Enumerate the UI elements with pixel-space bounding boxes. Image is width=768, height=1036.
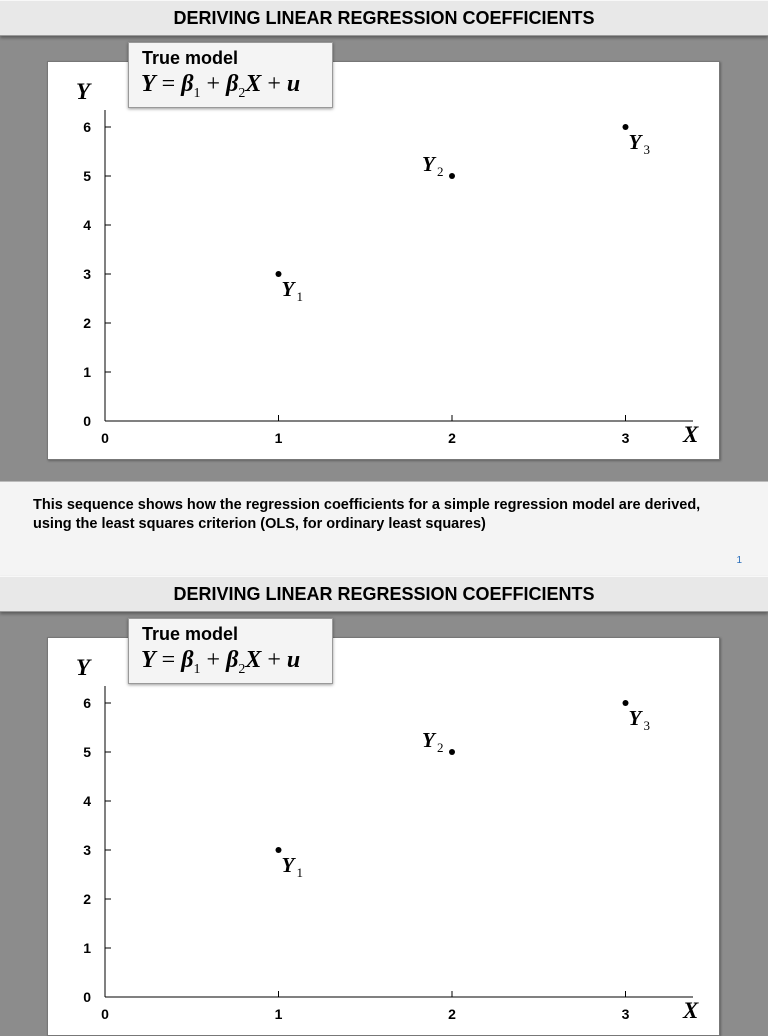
y-tick-label: 5	[83, 744, 91, 760]
x-tick-label: 0	[101, 430, 109, 446]
y-tick-label: 1	[83, 364, 91, 380]
caption-text: This sequence shows how the regression coefficients for a simple regression model are derived, using the least squares criterion (OLS, for ordinary least squares)	[33, 497, 701, 532]
point-label-3: Y	[628, 706, 642, 730]
y-tick-label: 2	[83, 891, 91, 907]
model-equation: $Y = \beta_1 + \beta_2X + u$	[141, 647, 301, 677]
point-label-sub-2: 2	[437, 740, 444, 755]
data-point-2	[449, 749, 455, 755]
y-axis-label: Y	[76, 655, 91, 680]
eq-u: u	[286, 71, 301, 97]
y-tick-label: 5	[83, 168, 91, 184]
slide-2-model-box	[128, 618, 333, 684]
point-label-1: Y	[281, 853, 295, 877]
eq-beta1-sub: 1	[193, 85, 201, 101]
y-tick-label: 0	[83, 989, 91, 1005]
point-label-2: Y	[422, 152, 435, 176]
y-axis-label: Y	[76, 79, 91, 104]
y-tick-label: 3	[83, 266, 91, 282]
slide-2-scatter-chart	[48, 638, 719, 1035]
slide-1-chart-panel	[47, 61, 720, 460]
point-label-3: Y	[628, 130, 642, 154]
eq-y: Y	[141, 71, 156, 97]
point-label-sub-1: 1	[296, 289, 303, 304]
y-tick-label: 6	[83, 119, 91, 135]
slide-1-scatter-chart	[48, 62, 719, 459]
eq-beta1: β	[181, 71, 194, 97]
x-tick-label: 1	[274, 430, 283, 446]
y-tick-label: 1	[83, 940, 91, 956]
model-label: True model	[142, 624, 239, 644]
eq-beta2-sub: 2	[238, 85, 246, 101]
point-label-2: Y	[422, 728, 435, 752]
point-label-sub-3: 3	[643, 718, 650, 733]
y-tick-label: 2	[83, 315, 91, 331]
x-tick-label: 0	[101, 1006, 109, 1022]
eq-x: X	[245, 71, 262, 97]
slide-2-title: DERIVING LINEAR REGRESSION COEFFICIENTS	[0, 576, 768, 612]
model-equation: $Y = \beta_1 + \beta_2X + u$	[141, 71, 301, 101]
caption-panel	[0, 481, 768, 577]
x-axis-label: X	[683, 422, 699, 447]
point-label-1: Y	[281, 277, 295, 301]
x-tick-label: 2	[448, 430, 456, 446]
point-label-sub-1: 1	[296, 865, 303, 880]
eq-x: X	[245, 647, 262, 673]
x-tick-label: 2	[448, 1006, 456, 1022]
page-number: 1	[736, 555, 742, 566]
x-axis-label: X	[683, 998, 699, 1023]
eq-y: Y	[141, 647, 156, 673]
y-tick-label: 0	[83, 413, 91, 429]
y-tick-label: 4	[83, 217, 91, 233]
model-label: True model	[142, 48, 239, 68]
slide-1-title: DERIVING LINEAR REGRESSION COEFFICIENTS	[0, 0, 768, 36]
y-tick-label: 6	[83, 695, 91, 711]
slide-2-chart-panel	[47, 637, 720, 1036]
x-tick-label: 1	[274, 1006, 283, 1022]
eq-u: u	[286, 647, 301, 673]
y-tick-label: 4	[83, 793, 91, 809]
point-label-sub-3: 3	[643, 142, 650, 157]
eq-beta1-sub: 1	[193, 661, 201, 677]
y-tick-label: 3	[83, 842, 91, 858]
data-point-2	[449, 173, 455, 179]
slide-1-model-box	[128, 42, 333, 108]
x-tick-label: 3	[621, 1006, 630, 1022]
eq-beta2: β	[226, 647, 239, 673]
eq-beta2: β	[226, 71, 239, 97]
x-tick-label: 3	[621, 430, 630, 446]
point-label-sub-2: 2	[437, 164, 444, 179]
eq-beta2-sub: 2	[238, 661, 246, 677]
eq-beta1: β	[181, 647, 194, 673]
